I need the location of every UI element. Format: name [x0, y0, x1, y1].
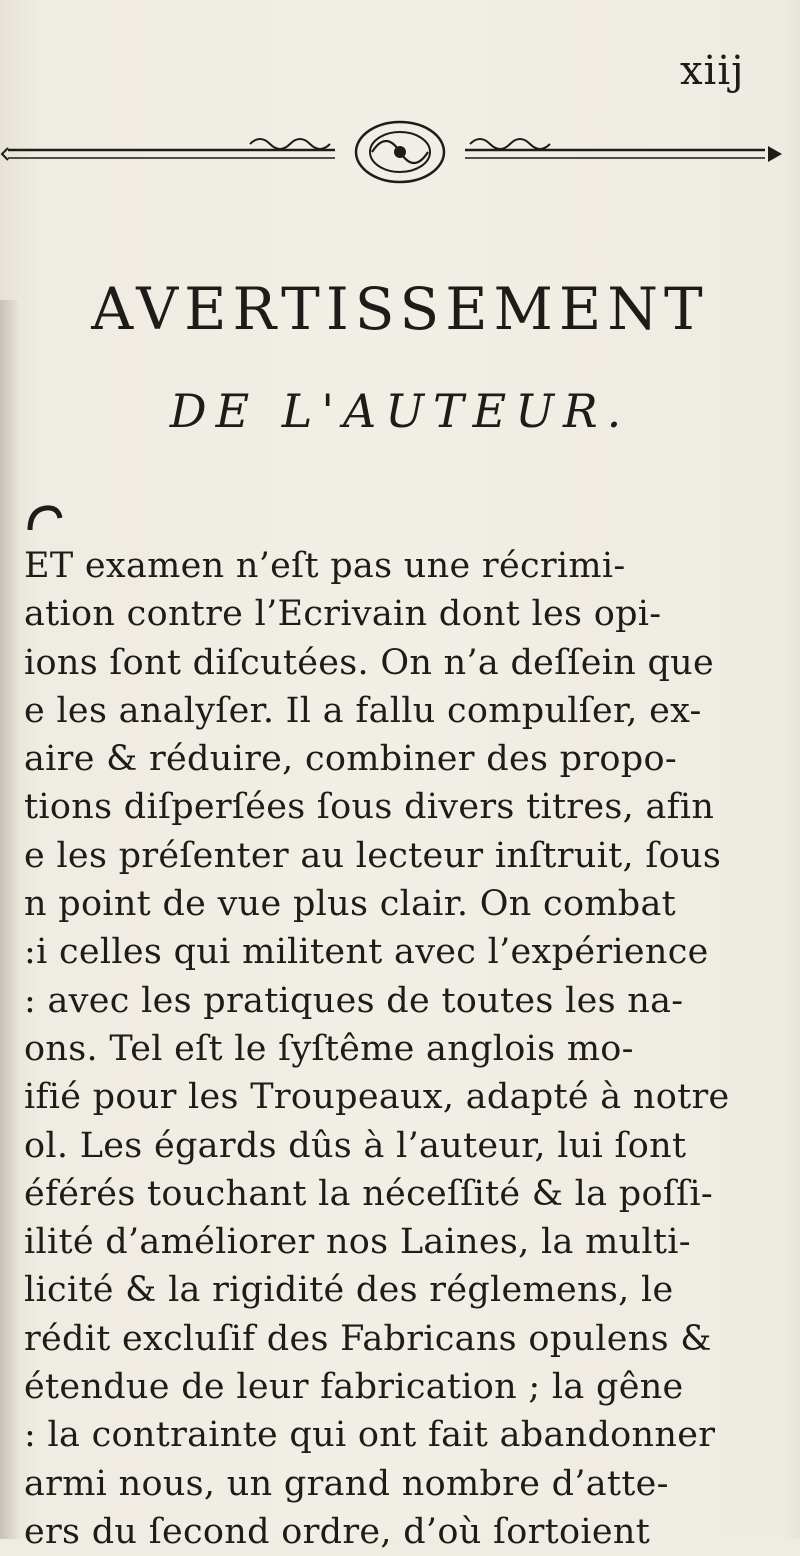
text-line: ers du ſecond ordre, d’où ſortoient [24, 1511, 651, 1552]
text-line: : avec les pratiques de toutes les na- [24, 980, 684, 1021]
page-title: AVERTISSEMENT [91, 275, 709, 343]
text-line: ET examen n’eſt pas une récrimi- [24, 546, 626, 586]
text-line: e les préſenter au lecteur inſtruit, ſous [24, 835, 722, 876]
text-line: ions ſont diſcutées. On n’a deſſein que [24, 642, 715, 683]
page-subtitle: DE L'AUTEUR. [169, 384, 631, 438]
text-line: rédit excluſif des Fabricans opulens & [24, 1318, 712, 1359]
text-line: étendue de leur fabrication ; la gêne [24, 1367, 684, 1408]
headpiece-ornament [0, 108, 800, 198]
binding-shadow [0, 300, 18, 1539]
text-line: aire & réduire, combiner des propo- [24, 739, 677, 780]
text-line: ol. Les égards dûs à l’auteur, lui ſont [24, 1125, 687, 1166]
body-text [24, 542, 784, 1556]
text-line: éférés touchant la néceſſité & la poſſi- [24, 1173, 713, 1214]
text-line: ation contre l’Ecrivain dont les opi- [24, 594, 662, 635]
text-line: : la contrainte qui ont fait abandonner [24, 1415, 716, 1456]
text-line: n point de vue plus clair. On combat [24, 884, 677, 925]
text-line: ifié pour les Troupeaux, adapté à notre [24, 1077, 730, 1118]
text-line: armi nous, un grand nombre d’atte- [24, 1463, 669, 1504]
text-line: e les analyſer. Il a fallu compulſer, ex- [24, 690, 702, 731]
text-line: tions diſperſées ſous divers titres, afin [24, 787, 715, 828]
text-line: licité & la rigidité des réglemens, le [24, 1270, 674, 1311]
page-number: xiij [680, 48, 745, 94]
text-line: ilité d’améliorer nos Laines, la multi- [24, 1222, 691, 1263]
text-line: ons. Tel eſt le ſyſtême anglois mo- [24, 1028, 634, 1069]
text-line: :i celles qui militent avec l’expérience [24, 932, 709, 973]
drop-cap-ornament [26, 500, 66, 540]
